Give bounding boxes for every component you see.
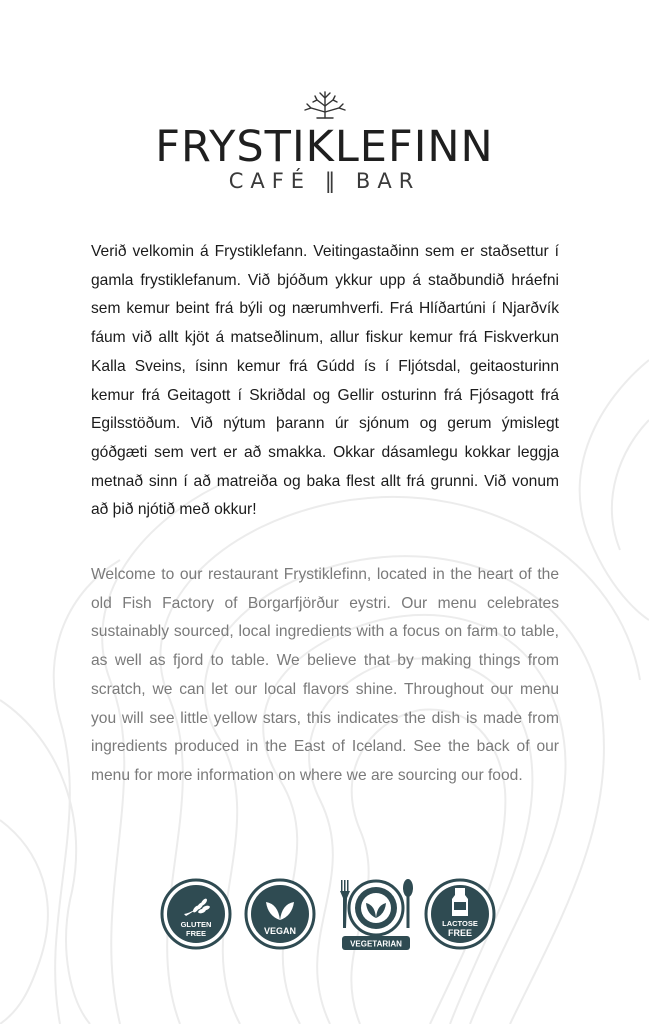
brand-logo [0,88,649,194]
spoon-icon [403,879,413,928]
intro-english: Welcome to our restaurant Frystiklefinn, located in the heart of the old Fish Factory of Borgarfjörður eystri. Our menu celebrates sustainably sourced, local ingredients with a focus on farm to table, as well as fjord to table. We believe that by making things from scratch, we can let our local flavors shine. Throughout our menu you will see little yellow stars, this indicates the dish is made from ingredients produced in the East of Iceland. See the back of our menu for more information on where we are sourcing our food. [91,566,559,784]
vegan-label: VEGAN [263,926,297,936]
lactose-free-line1: LACTOSE [442,919,478,928]
intro-icelandic: Verið velkomin á Frystiklefann. Veitingastaðinn sem er staðsettur í gamla frystiklefanum. Við bjóðum ykkur upp á staðbundið hráefni sem kemur beint frá býli og nærumhverfi. Frá Hlíðartúni í Njarðvík fáum við allt kjöt á matseðlinum, allur fiskur kemur frá Fiskverkun Kalla Sveins, ísinn kemur frá Gúdd ís í Fljótsdal, geitaosturinn kemur frá Geitagott í Skriðdal og Gellir osturinn frá Fjósagott frá Egilsstöðum. Við nýtum þarann úr sjónum og gerum ýmislegt góðgæti sem vert er að smakka. Okkar dásamlegu kokkar leggja metnað sinn í að matreiða og baka flest allt frá grunni. Við vonum að þið njótið með okkur! [91,243,559,519]
brand-name: FRYSTIKLEFINN [155,122,494,172]
brand-subtitle: CAFÉ ‖ BAR [228,169,421,193]
gluten-free-line1: GLUTEN [180,920,212,929]
vegetarian-badge [336,876,416,959]
dietary-badges [160,878,496,954]
snowflake-logo-icon [295,88,355,122]
lactose-free-line2: FREE [447,928,473,938]
vegan-badge [244,878,316,955]
gluten-free-badge [160,878,232,955]
vegetarian-label: VEGETARIAN [350,939,402,949]
lactose-free-badge [424,878,496,955]
gluten-free-line2: FREE [185,929,207,938]
